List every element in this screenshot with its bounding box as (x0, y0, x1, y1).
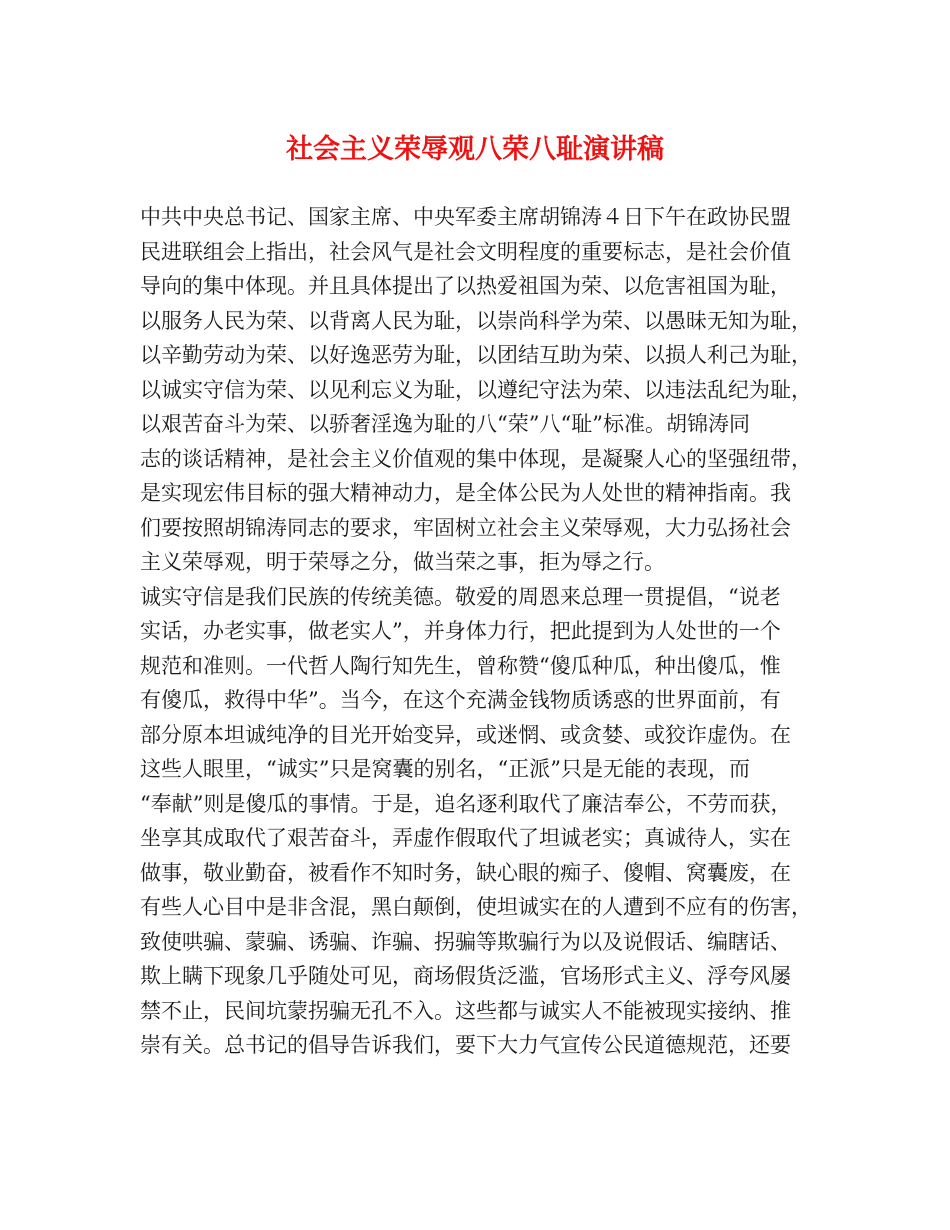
text-line: 部分原本坦诚纯净的目光开始变异，或迷惘、或贪婪、或狡诈虚伪。在 (140, 722, 791, 747)
text-line: 规范和准则。一代哲人陶行知先生，曾称赞“傻瓜种瓜，种出傻瓜，惟 (140, 653, 781, 678)
text-line: 主义荣辱观，明于荣辱之分，做当荣之事，拒为辱之行。 (140, 550, 665, 574)
text-line: 以艰苦奋斗为荣、以骄奢淫逸为耻的八“荣”八“耻”标准。胡锦涛同 (140, 412, 750, 436)
text-line: 崇有关。总书记的倡导告诉我们，要下大力气宣传公民道德规范，还要 (140, 1033, 791, 1057)
text-line: 以诚实守信为荣、以见利忘义为耻，以遵纪守法为荣、以违法乱纪为耻， (140, 377, 812, 402)
text-line: 禁不止，民间坑蒙拐骗无孔不入。这些都与诚实人不能被现实接纳、推 (140, 998, 791, 1023)
text-line: 坐享其成取代了艰苦奋斗，弄虚作假取代了坦诚老实；真诚待人，实在 (140, 826, 791, 850)
text-line: 致使哄骗、蒙骗、诱骗、诈骗、拐骗等欺骗行为以及说假话、编瞎话、 (140, 929, 791, 954)
document-body (140, 200, 830, 1063)
text-line: 以辛勤劳动为荣、以好逸恶劳为耻，以团结互助为荣、以损人利己为耻， (140, 343, 812, 367)
text-line: 有傻瓜，救得中华”。当今，在这个充满金钱物质诱惑的世界面前，有 (140, 688, 781, 712)
text-line: “奉献”则是傻瓜的事情。于是，追名逐利取代了廉洁奉公，不劳而获， (140, 791, 792, 816)
text-line: 中共中央总书记、国家主席、中央军委主席胡锦涛４日下午在政协民盟 (140, 205, 791, 229)
document-title: 社会主义荣辱观八荣八耻演讲稿 (286, 134, 664, 165)
text-line: 民进联组会上指出，社会风气是社会文明程度的重要标志，是社会价值 (140, 239, 791, 264)
text-line: 做事，敬业勤奋，被看作不知时务，缺心眼的痴子、傻帽、窝囊废，在 (140, 860, 791, 885)
text-line: 以服务人民为荣、以背离人民为耻，以崇尚科学为荣、以愚昧无知为耻， (140, 308, 812, 333)
text-line: 实话，办老实事，做老实人”，并身体力行，把此提到为人处世的一个 (140, 619, 781, 643)
text-line: 有些人心目中是非含混，黑白颠倒，使坦诚实在的人遭到不应有的伤害， (140, 895, 812, 919)
text-line: 们要按照胡锦涛同志的要求，牢固树立社会主义荣辱观，大力弘扬社会 (140, 515, 791, 540)
text-line: 志的谈话精神，是社会主义价值观的集中体现，是凝聚人心的坚强纽带， (140, 446, 812, 471)
text-line: 导向的集中体现。并且具体提出了以热爱祖国为荣、以危害祖国为耻， (140, 274, 791, 298)
text-line: 欺上瞒下现象几乎随处可见，商场假货泛滥，官场形式主义、浮夸风屡 (140, 964, 791, 988)
text-line: 这些人眼里，“诚实”只是窝囊的别名，“正派”只是无能的表现，而 (140, 757, 750, 781)
text-line: 是实现宏伟目标的强大精神动力，是全体公民为人处世的精神指南。我 (140, 481, 791, 505)
text-line: 诚实守信是我们民族的传统美德。敬爱的周恩来总理一贯提倡，“说老 (140, 584, 781, 609)
